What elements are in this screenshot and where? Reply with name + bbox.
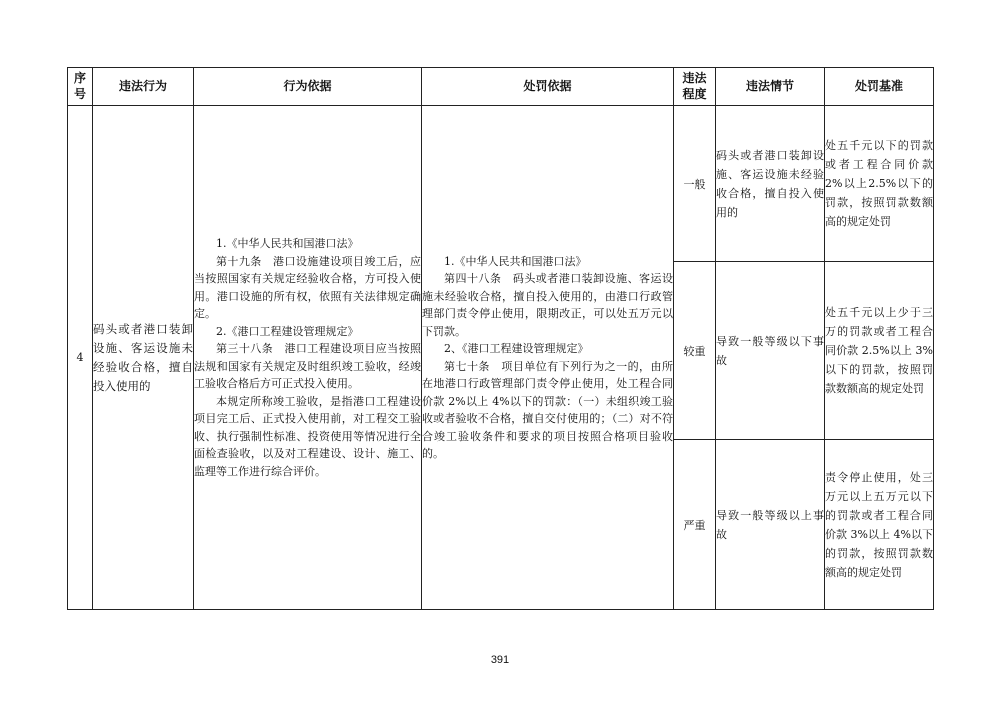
penalty-basis-para: 第四十八条 码头或者港口装卸设施、客运设施未经验收合格，擅自投入使用的，由港口行政管理部门责令停止使用，限期改正，可以处五万元以下罚款。 [422, 272, 673, 338]
penalty-standard-table [67, 67, 934, 610]
penalty-basis-para: 第七十条 项目单位有下列行为之一的，由所在地港口行政管理部门责令停止使用，处工程合同价款 2%以上 4%以下的罚款：（一）未组织竣工验收或者验收不合格，擅自交付使用的；（二）对不符合竣工验收条件和要求的项目按照合格项目验收的。 [422, 359, 673, 460]
page-number: 391 [490, 654, 510, 666]
seq-cell: 4 [68, 106, 93, 610]
header-standard: 处罚基准 [825, 68, 934, 106]
degree-general: 一般 [674, 106, 716, 262]
circumstance-text: 导致一般等级以上事故 [716, 508, 824, 541]
standard-general [825, 106, 934, 262]
degree-severe: 严重 [674, 440, 716, 610]
circumstance-serious [716, 262, 825, 440]
conduct-basis-para: 2.《港口工程建设管理规定》 [216, 324, 359, 338]
header-circumstance: 违法情节 [716, 68, 825, 106]
circumstance-text: 导致一般等级以下事故 [716, 334, 824, 367]
header-violation: 违法行为 [93, 68, 194, 106]
standard-text: 责令停止使用，处三万元以上五万元以下的罚款或者工程合同价款 3%以上 4%以下的罚款，按照罚款数额高的规定处罚 [825, 470, 933, 579]
header-penalty-basis: 处罚依据 [422, 68, 674, 106]
conduct-basis-para: 第三十八条 港口工程建设项目应当按照法规和国家有关规定及时组织竣工验收，经竣工验收合格后方可正式投入使用。 [194, 342, 421, 390]
header-degree: 违法程度 [674, 68, 716, 106]
table-row [68, 106, 934, 262]
standard-text: 处五千元以上少于三万的罚款或者工程合同价款 2.5%以上 3%以下的罚款，按照罚款数额高的规定处罚 [825, 306, 933, 395]
conduct-basis-para: 1.《中华人民共和国港口法》 [216, 237, 359, 250]
penalty-basis-cell [422, 106, 674, 610]
standard-text: 处五千元以下的罚款或者工程合同价款 2%以上2.5%以下的罚款，按照罚款数额高的规定处罚 [825, 139, 933, 228]
header-seq: 序号 [68, 68, 93, 106]
circumstance-severe [716, 440, 825, 610]
violation-text: 码头或者港口装卸设施、客运设施未经验收合格，擅自投入使用的 [93, 321, 193, 393]
conduct-basis-para: 本规定所称竣工验收，是指港口工程建设项目完工后、正式投入使用前，对工程交工验收、执行强制性标准、投资使用等情况进行全面检查验收，以及对工程建设、设计、施工、监理等工作进行综合评价。 [194, 394, 421, 478]
circumstance-general [716, 106, 825, 262]
violation-cell [93, 106, 194, 610]
penalty-basis-para: 2、《港口工程建设管理规定》 [444, 342, 589, 355]
header-row [68, 68, 934, 106]
penalty-basis-para: 1.《中华人民共和国港口法》 [444, 254, 587, 268]
circumstance-text: 码头或者港口装卸设施、客运设施未经验收合格，擅自投入使用的 [716, 148, 824, 219]
standard-serious [825, 262, 934, 440]
conduct-basis-para: 第十九条 港口设施建设项目竣工后，应当按照国家有关规定经验收合格，方可投入使用。港口设施的所有权，依照有关法律规定确定。 [194, 254, 421, 320]
conduct-basis-cell [194, 106, 422, 610]
degree-serious: 较重 [674, 262, 716, 440]
header-conduct-basis: 行为依据 [194, 68, 422, 106]
standard-severe [825, 440, 934, 610]
